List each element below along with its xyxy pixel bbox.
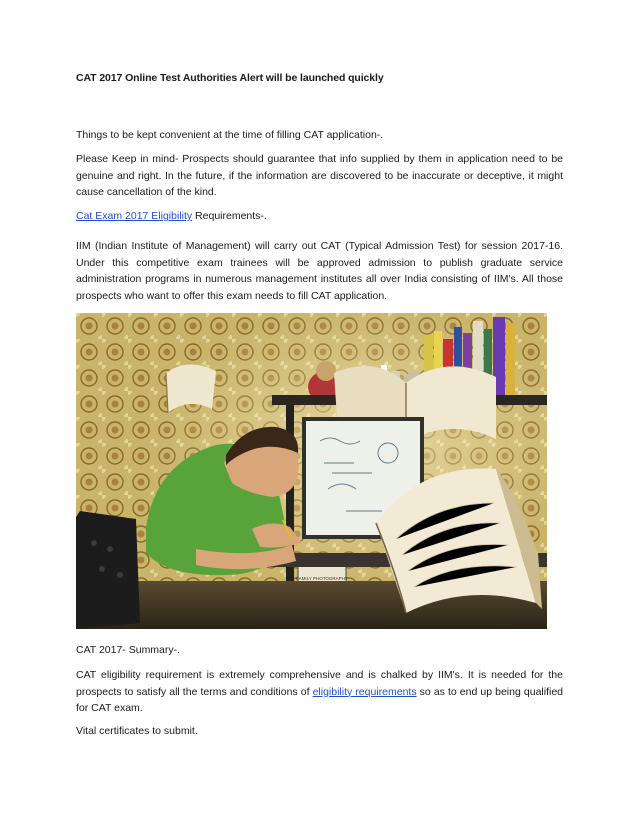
cat-eligibility-link[interactable]: Cat Exam 2017 Eligibility — [76, 210, 193, 222]
desk-sign-text: FAMILY PHOTOGRAPHY — [296, 576, 348, 581]
eligibility-details-after: so as to end up being qualified for CAT exam. — [76, 685, 564, 714]
student-studying-photo — [76, 313, 547, 629]
chair — [76, 511, 140, 629]
paragraph-eligibility-details — [76, 667, 563, 717]
document-title: CAT 2017 Online Test Authorities Alert will be launched quickly — [76, 72, 384, 84]
paragraph-summary-heading: CAT 2017- Summary-. — [76, 644, 181, 656]
paragraph-eligibility-heading — [76, 208, 563, 225]
paragraph-keep-in-mind: Please Keep in mind- Prospects should guarantee that info supplied by them in application need to be genuine and right. In the future, if the information are discovered to be inaccurate or deceptive, it might cause cancellation of the kind. — [76, 153, 563, 198]
eligibility-details-before: CAT eligibility requirement is extremely comprehensive and is chalked by IIM's. It is needed for the prospects to satisfy all the terms and conditions of — [76, 669, 563, 698]
paragraph-certificates: Vital certificates to submit. — [76, 725, 198, 737]
paragraph-iim-overview: IIM (Indian Institute of Management) will carry out CAT (Typical Admission Test) for session 2017-16. Under this competitive exam trainees will be approved admission to publish graduate service administration programs in numerous management institutes all over India consisting of IIM's. All those prospects who want to offer this exam needs to fill CAT application. — [76, 240, 563, 302]
eligibility-heading-rest: Requirements-. — [192, 210, 267, 222]
paragraph-checklist-intro: Things to be kept convenient at the time of filling CAT application-. — [76, 129, 384, 141]
eligibility-requirements-link[interactable]: eligibility requirements — [312, 685, 417, 698]
